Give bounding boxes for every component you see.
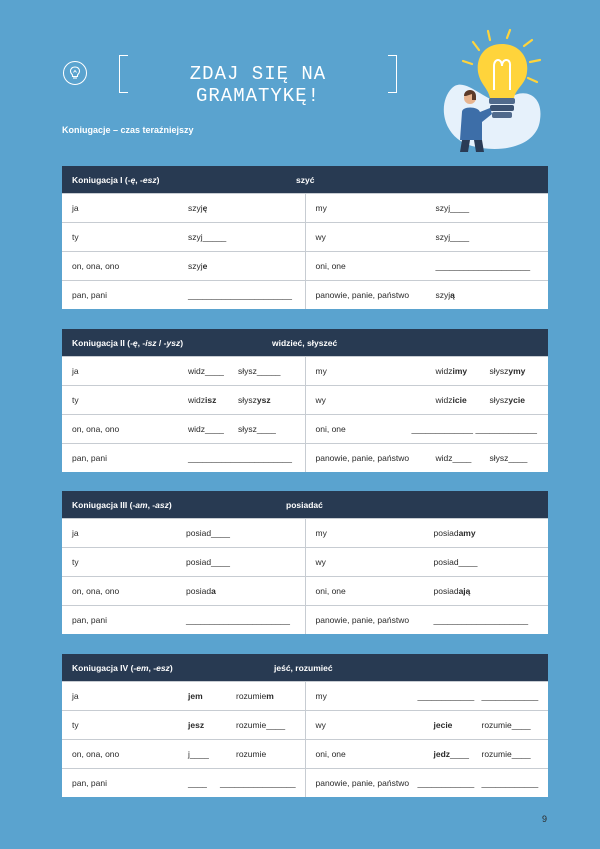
pronoun: my (315, 203, 327, 213)
verb-form: słysz ycie (489, 395, 525, 405)
verb-form: szyj e (188, 261, 208, 271)
table-header (62, 491, 548, 518)
pronoun: wy (315, 395, 326, 405)
table-row (62, 443, 548, 472)
verb-form: słysz_____ (238, 366, 281, 376)
pronoun: oni, one (315, 261, 346, 271)
verb-form: jem (188, 691, 203, 701)
table-row (62, 222, 548, 251)
answer-blank[interactable]: _____________ (411, 424, 473, 434)
pronoun: panowie, panie, państwo (315, 290, 410, 300)
answer-blank[interactable]: ____________________ (435, 261, 531, 271)
pronoun: my (315, 691, 327, 701)
pronoun: on, ona, ono (72, 586, 120, 596)
table-row (62, 768, 548, 797)
pronoun: on, ona, ono (72, 261, 120, 271)
lightbulb-icon (63, 61, 87, 85)
verb-form: słysz ymy (489, 366, 526, 376)
verb-form: widz icie (435, 395, 467, 405)
verb-form: jesz (188, 720, 205, 730)
answer-blank[interactable]: ______________________ (188, 290, 293, 300)
table-row (62, 739, 548, 768)
verb-form: posiad____ (186, 557, 230, 567)
pronoun: pan, pani (72, 290, 107, 300)
verb-form: rozumie____ (481, 749, 531, 759)
verb-form: szyj ę (188, 203, 208, 213)
page-title-frame (119, 55, 397, 107)
conjugation-name: Koniugacja I (-ę, -esz) (72, 174, 160, 185)
conjugation-name: Koniugacja III (-am, -asz) (72, 499, 172, 510)
answer-blank[interactable]: ____________ (481, 778, 539, 788)
verb-form: szyj____ (435, 232, 470, 242)
table-row (62, 385, 548, 414)
verb-form: jedz ____ (433, 749, 469, 759)
verb-form: jecie (433, 720, 453, 730)
person-with-lightbulb-illustration (432, 28, 552, 156)
verb-form: posiad amy (433, 528, 476, 538)
verb-form: słysz ysz (238, 395, 271, 405)
pronoun: panowie, panie, państwo (315, 778, 410, 788)
pronoun: ty (72, 232, 79, 242)
verb-form: widz____ (435, 453, 472, 463)
pronoun: panowie, panie, państwo (315, 453, 410, 463)
verb-form: widz____ (188, 424, 224, 434)
pronoun: oni, one (315, 586, 346, 596)
answer-blank[interactable]: ____ (188, 778, 207, 788)
page-number: 9 (542, 814, 548, 824)
pronoun: ty (72, 557, 79, 567)
table-row (62, 280, 548, 309)
pronoun: oni, one (315, 424, 346, 434)
pronoun: ty (72, 720, 79, 730)
answer-blank[interactable]: ______________________ (186, 615, 291, 625)
verb-form: rozumie m (236, 691, 274, 701)
pronoun: ja (72, 366, 79, 376)
verb-form: szyj_____ (188, 232, 227, 242)
verb-form: posiad____ (433, 557, 478, 567)
pronoun: pan, pani (72, 778, 107, 788)
table-row (62, 576, 548, 605)
pronoun: on, ona, ono (72, 424, 120, 434)
table-row (62, 251, 548, 280)
pronoun: ja (72, 691, 79, 701)
table-row (62, 356, 548, 385)
table-row (62, 681, 548, 710)
conjugation-table-1 (62, 166, 548, 309)
section-subtitle: Koniugacje – czas teraźniejszy (62, 125, 194, 135)
pronoun: ty (72, 395, 79, 405)
answer-blank[interactable]: ________________ (220, 778, 296, 788)
verb-form: j____ (188, 749, 209, 759)
table-row (62, 518, 548, 547)
pronoun: ja (72, 528, 79, 538)
pronoun: wy (315, 720, 326, 730)
pronoun: wy (315, 557, 326, 567)
verb-form: rozumie____ (236, 720, 286, 730)
table-row (62, 193, 548, 222)
conjugation-table-3 (62, 491, 548, 634)
pronoun: my (315, 366, 327, 376)
table-row (62, 414, 548, 443)
answer-blank[interactable]: ____________________ (433, 615, 529, 625)
answer-blank[interactable]: ______________________ (188, 453, 293, 463)
pronoun: on, ona, ono (72, 749, 120, 759)
table-header (62, 654, 548, 681)
verb-form: słysz____ (238, 424, 276, 434)
pronoun: ja (72, 203, 79, 213)
conjugation-verbs: posiadać (286, 499, 323, 510)
answer-blank[interactable]: ____________ (417, 778, 475, 788)
verb-form: posiad a (186, 586, 216, 596)
table-row (62, 710, 548, 739)
conjugation-table-2 (62, 329, 548, 472)
table-row (62, 605, 548, 634)
table-header (62, 166, 548, 193)
table-header (62, 329, 548, 356)
pronoun: pan, pani (72, 453, 107, 463)
pronoun: pan, pani (72, 615, 107, 625)
verb-form: widz isz (188, 395, 217, 405)
verb-form: posiad ają (433, 586, 471, 596)
table-row (62, 547, 548, 576)
verb-form: posiad____ (186, 528, 230, 538)
conjugation-table-4 (62, 654, 548, 797)
conjugation-name: Koniugacja IV (-em, -esz) (72, 662, 173, 673)
verb-form: rozumie____ (481, 720, 531, 730)
verb-form: szyj____ (435, 203, 470, 213)
conjugation-verbs: szyć (296, 174, 315, 185)
conjugation-verbs: widzieć, słyszeć (272, 337, 338, 348)
pronoun: panowie, panie, państwo (315, 615, 410, 625)
answer-blank[interactable]: _____________ (475, 424, 537, 434)
verb-form: widz imy (435, 366, 468, 376)
verb-form: słysz____ (489, 453, 528, 463)
pronoun: wy (315, 232, 326, 242)
conjugation-name: Koniugacja II (-ę, -isz / -ysz) (72, 337, 184, 348)
verb-form: rozumie (236, 749, 267, 759)
pronoun: oni, one (315, 749, 346, 759)
page-title: ZDAJ SIĘ NA GRAMATYKĘ! (189, 63, 327, 107)
pronoun: my (315, 528, 327, 538)
page-header (0, 0, 600, 160)
answer-blank[interactable]: ____________ (481, 691, 539, 701)
answer-blank[interactable]: ____________ (417, 691, 475, 701)
conjugation-verbs: jeść, rozumieć (274, 662, 333, 673)
verb-form: widz____ (188, 366, 224, 376)
verb-form: szyj ą (435, 290, 455, 300)
